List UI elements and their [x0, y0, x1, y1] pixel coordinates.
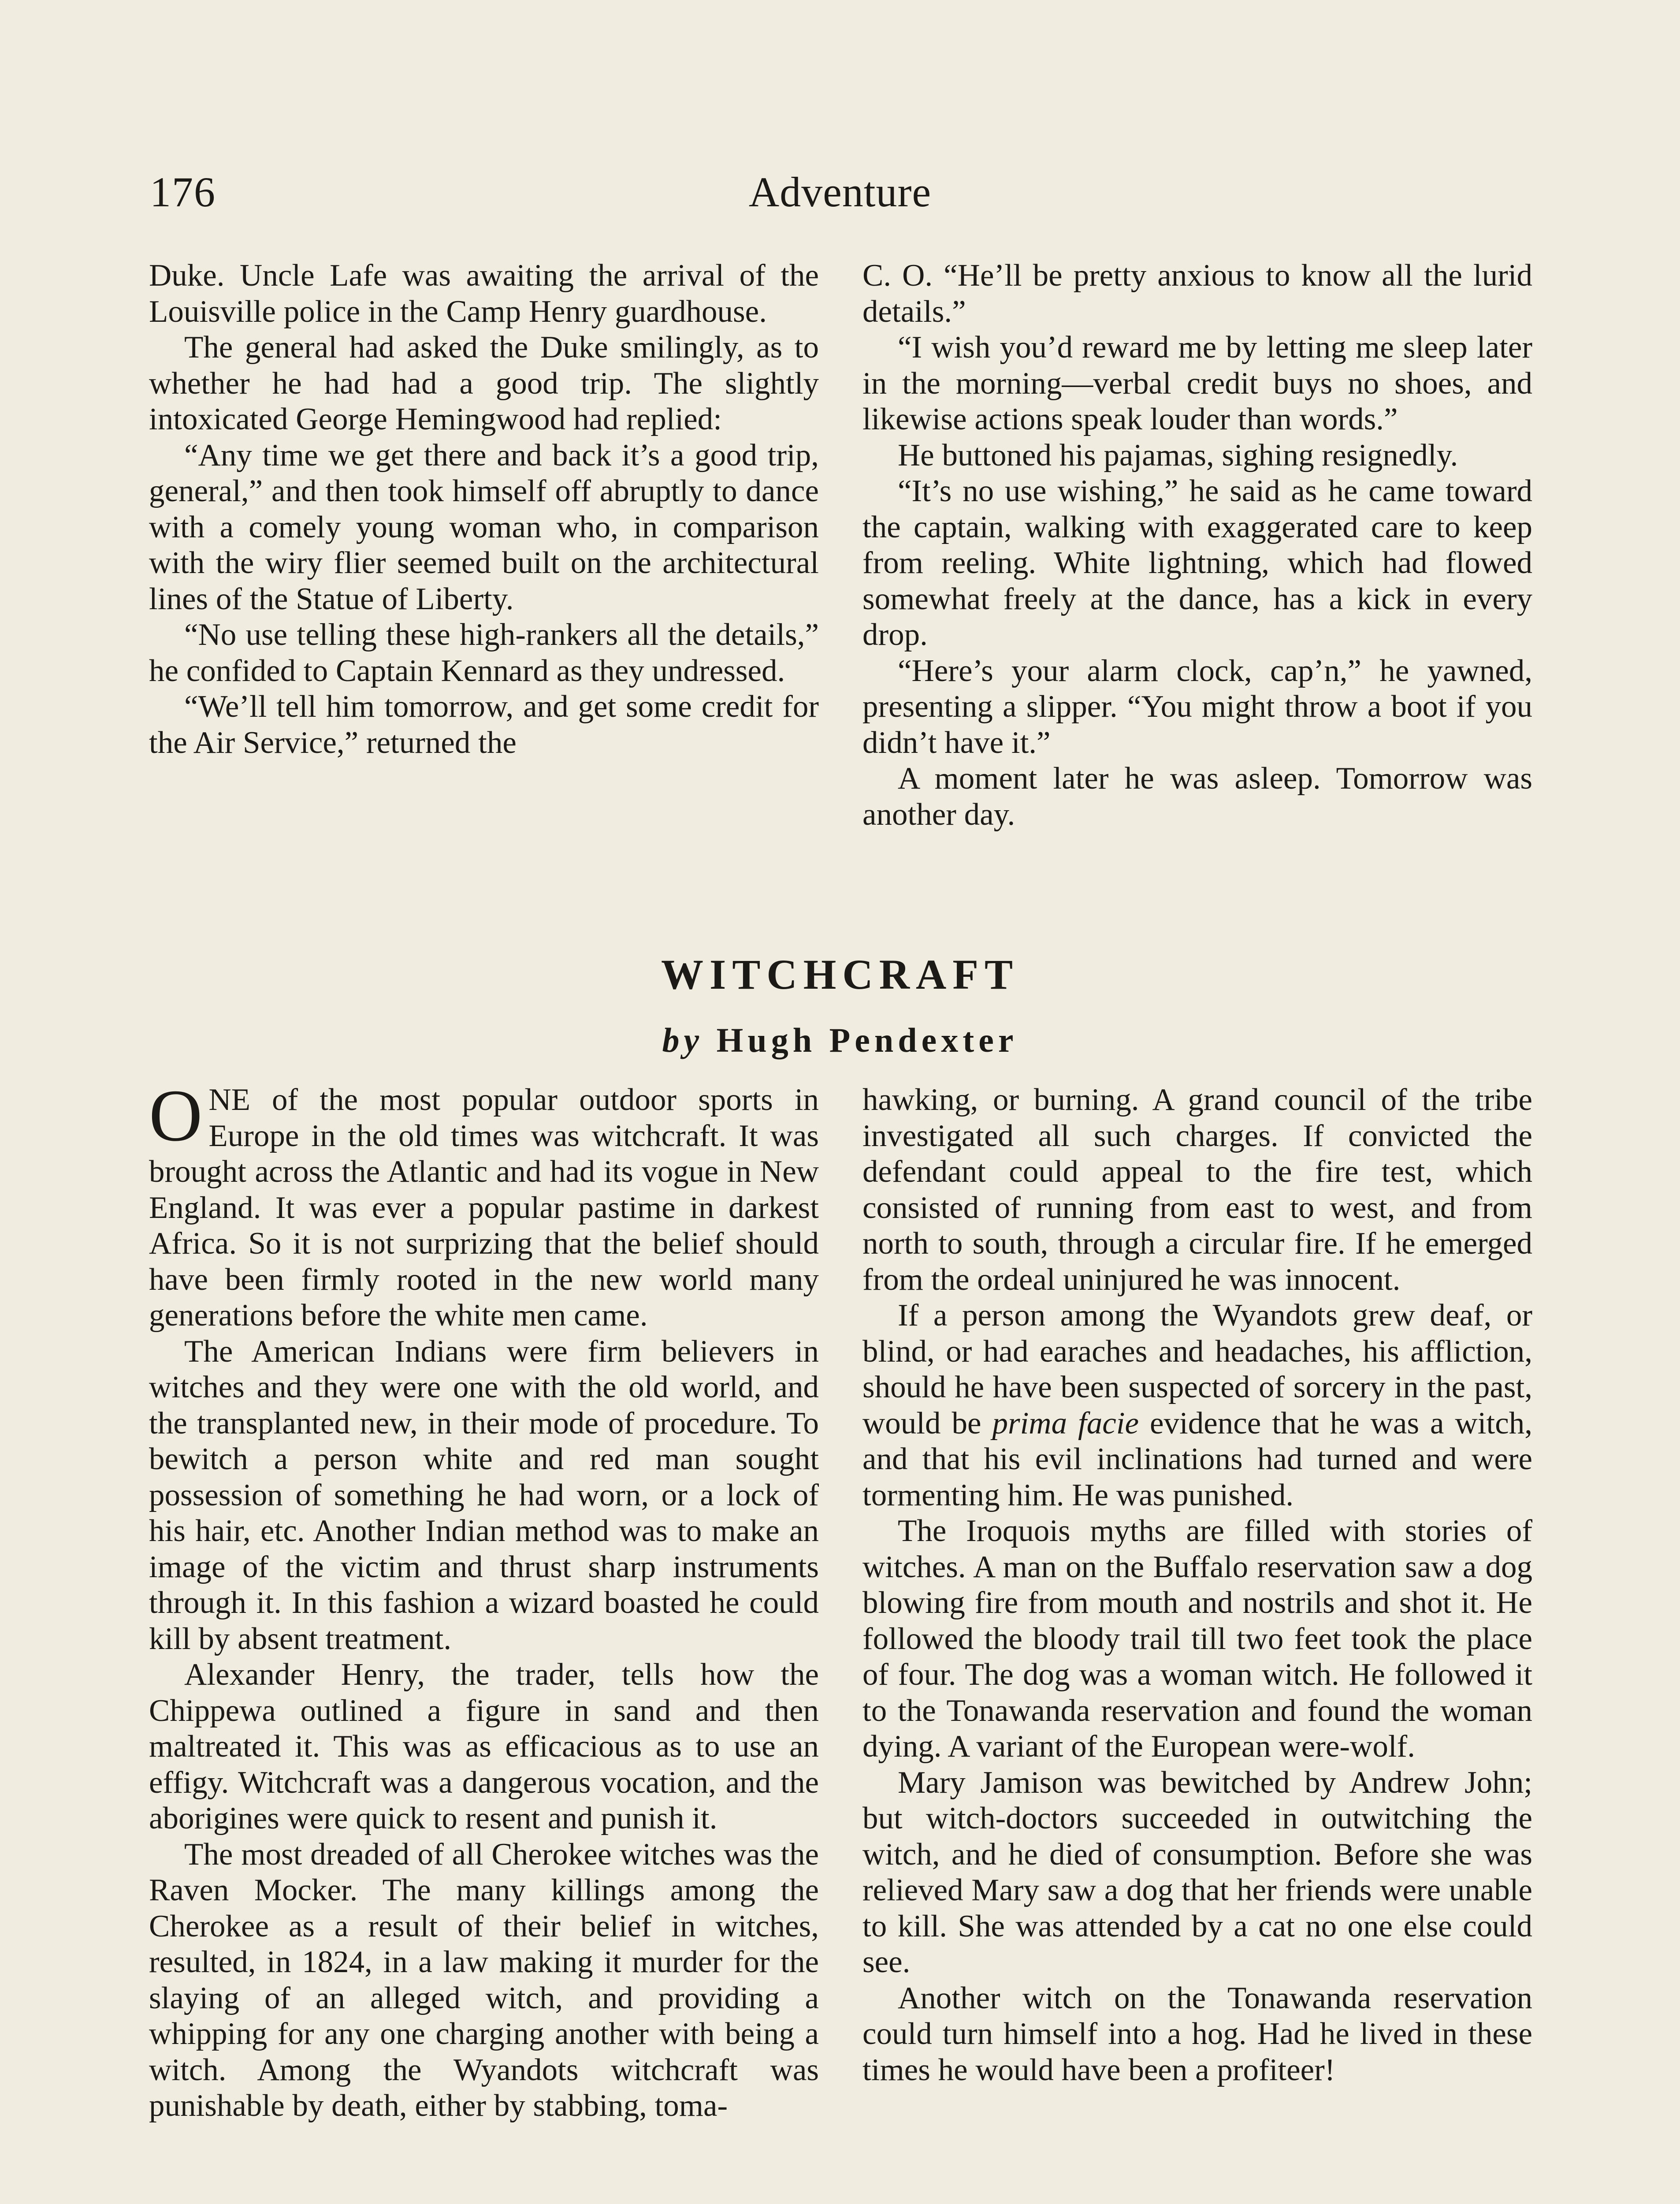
first-paragraph-text: NE of the most popular outdoor sports in Europe in the old times was witchcraft. It was brought across the Atlantic and had its vogue in New England. It was ever a popular pastime in darkest Africa. So it is not surprizing that the belief should have been firmly rooted in the new world many generations before the white men came.: [149, 1083, 819, 1333]
story-paragraph: “It’s no use wishing,” he said as he came toward the captain, walking with exaggerated care to keep from reeling. White lightning, which had flowed somewhat freely at the dance, has a kick in every drop.: [862, 474, 1532, 652]
story-paragraph: “We’ll tell him tomorrow, and get some credit for the Air Service,” returned the: [149, 689, 819, 760]
story-paragraph: Duke. Uncle Lafe was awaiting the arrival of the Louisville police in the Camp Henry guardhouse.: [149, 258, 819, 329]
story-paragraph: He buttoned his pajamas, sighing resignedly.: [898, 438, 1458, 473]
story-paragraph: C. O. “He’ll be pretty anxious to know all the lurid details.”: [862, 258, 1532, 329]
article-paragraph: Another witch on the Tonawanda reservation could turn himself into a hog. Had he lived in these times he would have been a profiteer!: [862, 1981, 1532, 2087]
drop-cap: O: [149, 1075, 203, 1157]
page-number: 176: [150, 168, 216, 216]
story-paragraph: The general had asked the Duke smilingly, as to whether he had had a good trip. The slightly intoxicated George Hemingwood had replied:: [149, 330, 819, 436]
article-first-paragraph: [149, 1075, 819, 1334]
latin-phrase: prima facie: [992, 1406, 1139, 1441]
previous-story-column-right: [862, 258, 1532, 833]
story-paragraph: A moment later he was asleep. Tomorrow was another day.: [862, 761, 1532, 832]
running-head-title: Adventure: [748, 168, 932, 216]
article-paragraph: The Iroquois myths are filled with stories of witches. A man on the Buffalo reservation saw a dog blowing fire from mouth and nostrils and shot it. He followed the bloody trail till two feet took the place of four. The dog was a woman witch. He followed it to the Tonawanda reservation and found the woman dying. A variant of the European were-wolf.: [862, 1514, 1532, 1764]
article-column-left: [149, 1075, 819, 2124]
article-paragraph: Alexander Henry, the trader, tells how the Chippewa outlined a figure in sand and then maltreated it. This was as efficacious as to use an effigy. Witchcraft was a dangerous vocation, and the aborigines were quick to resent and punish it.: [149, 1657, 819, 1835]
previous-story-column-left: [149, 258, 819, 761]
story-paragraph: “Here’s your alarm clock, cap’n,” he yawned, presenting a slipper. “You might throw a boot if you didn’t have it.”: [862, 653, 1532, 760]
wyandot-text-after: evidence that he was a witch, and that his evil inclinations had turned and were tormenting him. He was punished.: [862, 1406, 1533, 1512]
article-column-right: [862, 1082, 1532, 2088]
article-paragraph: The most dreaded of all Cherokee witches was the Raven Mocker. The many killings among the Cherokee as a result of their belief in witches, resulted, in 1824, in a law making it murder for the slaying of an alleged witch, and providing a whipping for any one charging another with being a witch. Among the Wyandots witchcraft was punishable by death, either by stabbing, toma-: [149, 1837, 819, 2123]
article-paragraph: The American Indians were firm believers in witches and they were one with the old world, and the transplanted new, in their mode of procedure. To bewitch a person white and red man sought possession of something he had worn, or a lock of his hair, etc. Another Indian method was to make an image of the victim and thrust sharp instruments through it. In this fashion a wizard boasted he could kill by absent treatment.: [149, 1334, 819, 1656]
story-paragraph: “I wish you’d reward me by letting me sleep later in the morning—verbal credit buys no shoes, and likewise actions speak louder than words.”: [862, 330, 1532, 436]
story-paragraph: “Any time we get there and back it’s a good trip, general,” and then took himself off abruptly to dance with a comely young woman who, in comparison with the wiry flier seemed built on the architectural lines of the Statue of Liberty.: [149, 438, 819, 616]
story-paragraph: “No use telling these high-rankers all the details,” he confided to Captain Kennard as they undressed.: [149, 618, 819, 688]
byline-prefix: by: [662, 1021, 704, 1059]
author-name: Hugh Pendexter: [716, 1021, 1018, 1059]
article-byline: [0, 1020, 1680, 1060]
article-paragraph: hawking, or burning. A grand council of the tribe investigated all such charges. If convicted the defendant could appeal to the fire test, which consisted of running from east to west, and from north to south, through a circular fire. If he emerged from the ordeal uninjured he was innocent.: [862, 1083, 1532, 1297]
article-title: WITCHCRAFT: [661, 951, 1019, 998]
article-paragraph-wyandots: [862, 1298, 1532, 1513]
article-paragraph: Mary Jamison was bewitched by Andrew John; but witch-doctors succeeded in outwitching the witch, and he died of consumption. Before she was relieved Mary saw a dog that her friends were unable to kill. She was attended by a cat no one else could see.: [862, 1765, 1532, 1979]
wyandot-text-before: If a person among the Wyandots grew deaf, or blind, or had earaches and headaches, his affliction, should he have been suspected of sorcery in the past, would be: [862, 1298, 1532, 1441]
